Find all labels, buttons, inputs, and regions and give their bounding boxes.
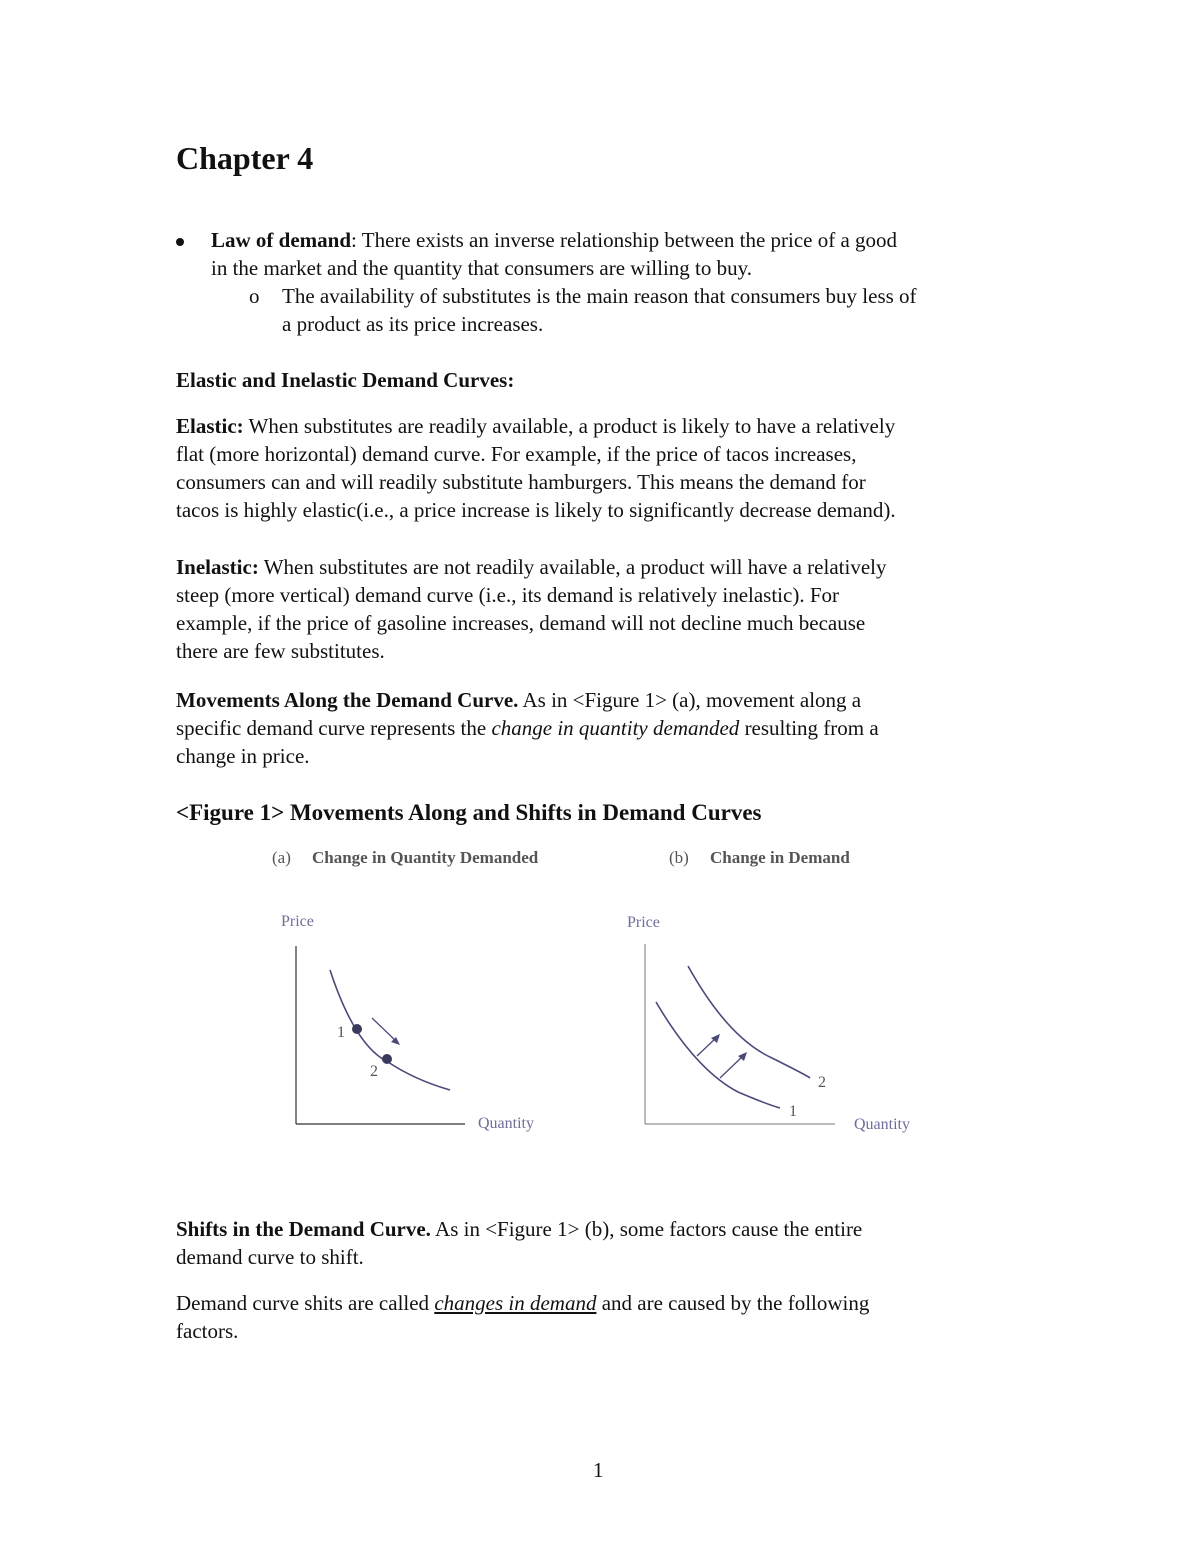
changes-post: and are caused by the following <box>596 1291 870 1315</box>
panel-a-tag: (a) <box>272 848 291 867</box>
shifts-line-1-text: As in <Figure 1> (b), some factors cause the entire <box>430 1217 863 1241</box>
movements-line-2-pre: specific demand curve represents the <box>176 716 492 740</box>
law-sub-line-1: The availability of substitutes is the main reason that consumers buy less of <box>282 284 917 308</box>
shifts-line-1 <box>176 1215 862 1243</box>
movements-label: Movements Along the Demand Curve. <box>176 688 519 712</box>
panel-a-point-1-label: 1 <box>337 1024 345 1041</box>
inelastic-line-4: there are few substitutes. <box>176 639 385 663</box>
panel-a-point-2 <box>382 1054 392 1064</box>
panel-b-curve-2 <box>688 966 810 1078</box>
law-line-1 <box>211 226 897 254</box>
elastic-line-2: flat (more horizontal) demand curve. For example, if the price of tacos increases, <box>176 442 857 466</box>
inelastic-label: Inelastic: <box>176 555 259 579</box>
movements-line-2-post: resulting from a <box>739 716 879 740</box>
changes-line-2: factors. <box>176 1319 239 1343</box>
panel-b-arrow-2-line <box>720 1055 744 1078</box>
inelastic-line-2: steep (more vertical) demand curve (i.e., its demand is relatively inelastic). For <box>176 583 840 607</box>
panel-a-title: Change in Quantity Demanded <box>312 848 539 867</box>
panel-b-curve-2-label: 2 <box>818 1074 826 1091</box>
figure-title: <Figure 1> Movements Along and Shifts in Demand Curves <box>176 800 762 825</box>
elastic-heading <box>176 366 514 394</box>
elastic-line-3: consumers can and will readily substitute hamburgers. This means the demand for <box>176 470 866 494</box>
movements-line-3: change in price. <box>176 744 310 768</box>
panel-b-curve-1 <box>656 1002 780 1108</box>
shifts-line-2: demand curve to shift. <box>176 1245 364 1269</box>
changes-pre: Demand curve shits are called <box>176 1291 435 1315</box>
panel-a-point-2-label: 2 <box>370 1063 378 1080</box>
panel-a-y-label: Price <box>281 913 314 930</box>
changes-emphasis: changes in demand <box>434 1291 597 1315</box>
panel-a-point-1 <box>352 1024 362 1034</box>
movements-line-2 <box>176 714 879 742</box>
inelastic-line-3: example, if the price of gasoline increases, demand will not decline much because <box>176 611 866 635</box>
elastic-line-1-text: When substitutes are readily available, a product is likely to have a relatively <box>243 414 896 438</box>
elastic-line-4: tacos is highly elastic(i.e., a price increase is likely to significantly decrease demand). <box>176 498 896 522</box>
page-number: 1 <box>593 1458 604 1482</box>
elastic-line-1 <box>176 412 895 440</box>
law-line-2: in the market and the quantity that consumers are willing to buy. <box>211 256 753 280</box>
law-sub-line-2: a product as its price increases. <box>282 312 544 336</box>
panel-b-title: Change in Demand <box>710 848 850 867</box>
panel-b-curve-1-label: 1 <box>789 1103 797 1120</box>
elastic-heading-text: Elastic and Inelastic Demand Curves: <box>176 368 515 392</box>
inelastic-line-1-text: When substitutes are not readily available, a product will have a relatively <box>258 555 887 579</box>
law-term: Law of demand <box>211 228 352 252</box>
chapter-title: Chapter 4 <box>176 140 314 176</box>
panel-b-tag: (b) <box>669 848 689 867</box>
figure-1 <box>260 838 960 1158</box>
sub-bullet-marker: o <box>249 284 260 308</box>
movements-line-1 <box>176 686 861 714</box>
panel-a-x-label: Quantity <box>478 1115 534 1132</box>
panel-b-x-label: Quantity <box>854 1116 910 1133</box>
movements-line-1-text: As in <Figure 1> (a), movement along a <box>518 688 862 712</box>
bullet-icon <box>176 238 184 246</box>
elastic-label: Elastic: <box>176 414 244 438</box>
shifts-label: Shifts in the Demand Curve. <box>176 1217 431 1241</box>
law-line-1-text: : There exists an inverse relationship between the price of a good <box>351 228 898 252</box>
inelastic-line-1 <box>176 553 886 581</box>
changes-line-1 <box>176 1289 869 1317</box>
panel-a-demand-curve <box>330 970 450 1090</box>
panel-b-y-label: Price <box>627 914 660 931</box>
movements-emphasis: change in quantity demanded <box>491 716 740 740</box>
